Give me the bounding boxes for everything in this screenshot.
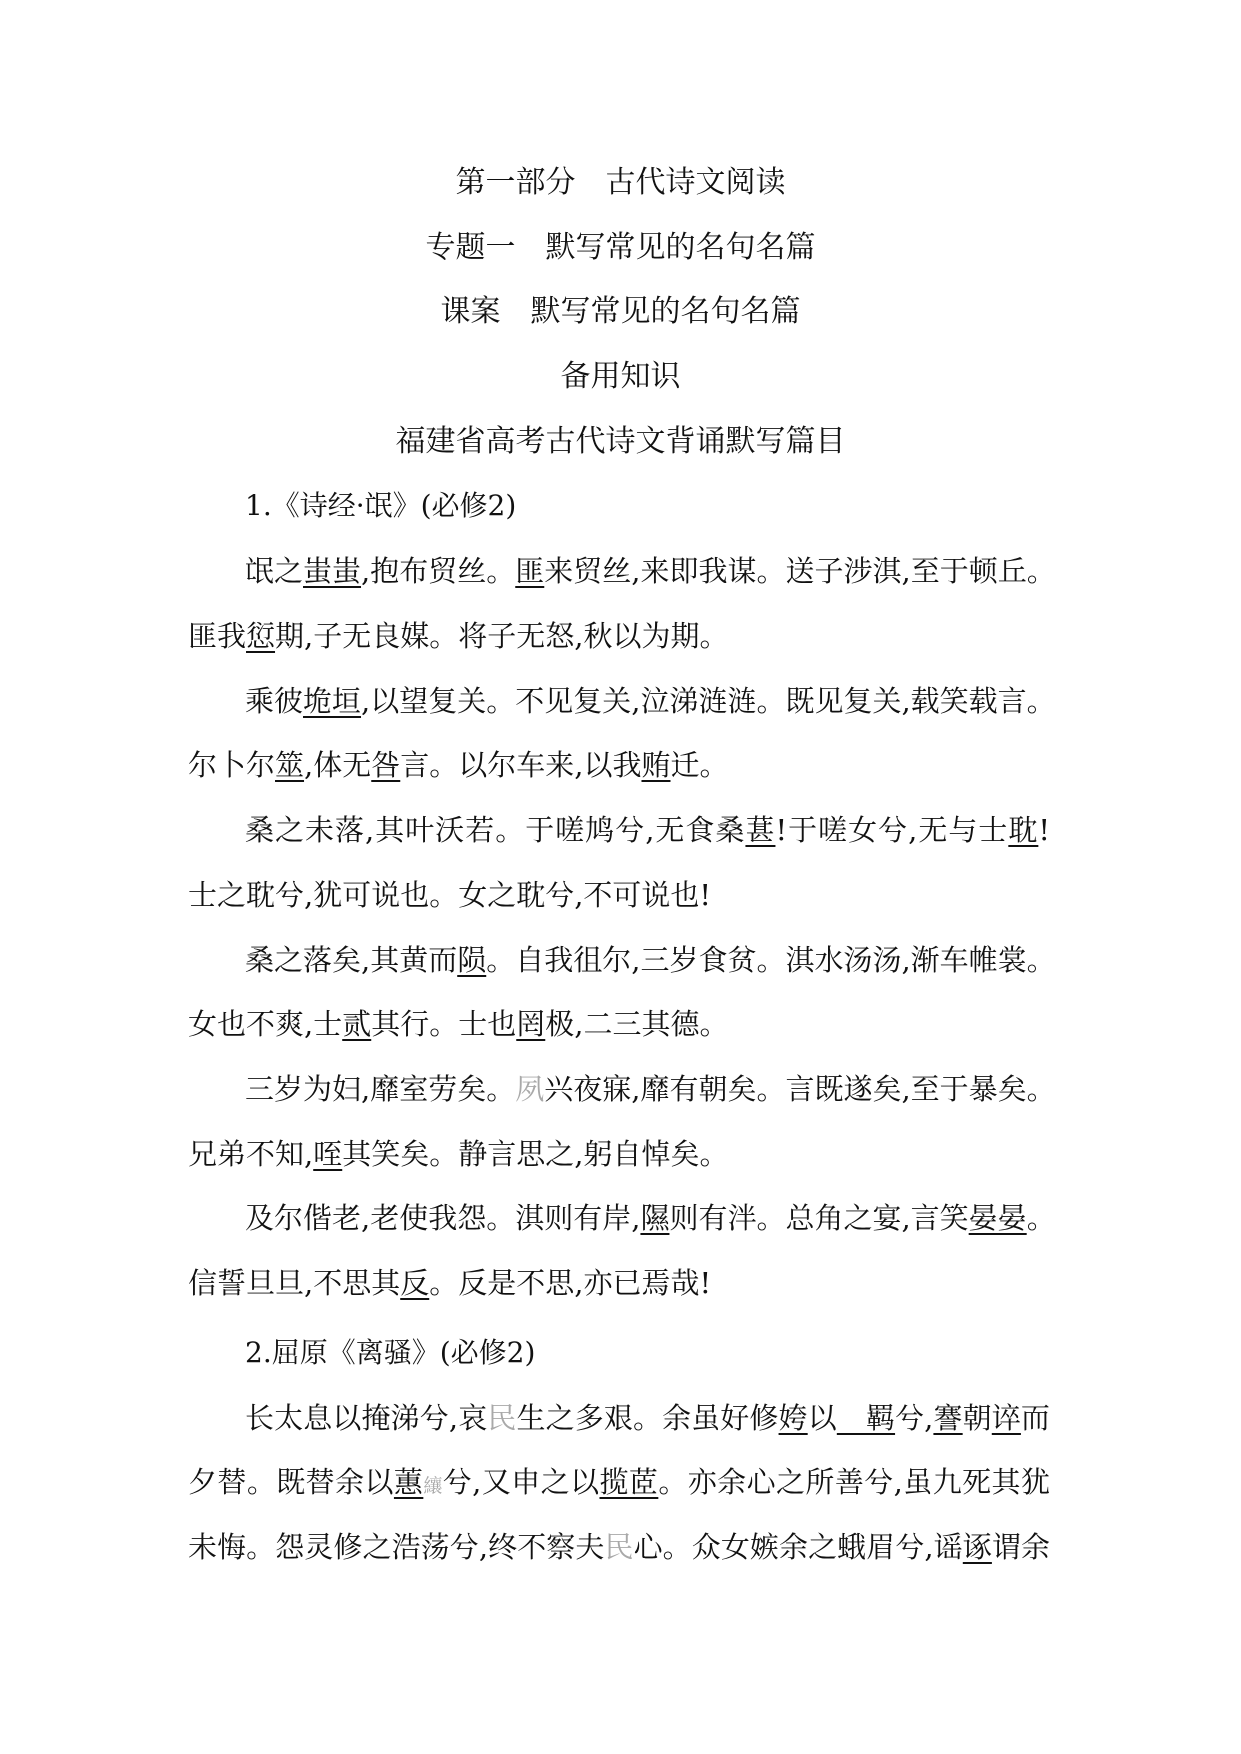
underlined-word: 晏晏: [968, 1201, 1027, 1235]
poem-line: [188, 1527, 1050, 1567]
text-run: ,体无: [304, 748, 372, 782]
poem-line: [188, 1462, 1050, 1506]
lesson-title: 课案 默写常见的名句名篇: [440, 294, 801, 329]
faint-character: 纕: [423, 1475, 443, 1497]
text-run: 匪我: [188, 619, 247, 653]
item-label: 1.《诗经·氓》(必修2): [245, 489, 517, 522]
text-run: 来贸丝,来即我谋。送子涉淇,至于顿丘。: [544, 554, 1056, 588]
part-title: 第一部分 古代诗文阅读: [455, 165, 786, 200]
text-run: 而: [1020, 1401, 1050, 1435]
text-run: 尔卜尔: [188, 748, 276, 782]
underlined-word: 揽茝: [599, 1465, 659, 1499]
underlined-word: 咎: [371, 748, 401, 782]
poem-line: [245, 1198, 1056, 1238]
poem-line: [188, 616, 728, 656]
poem-line: [245, 810, 1050, 850]
text-run: 。亦余心之所善兮,虽九死其犹: [658, 1465, 1050, 1499]
text-run: 兴夜寐,靡有朝矣。言既遂矣,至于暴矣。: [544, 1072, 1056, 1106]
faint-character: 夙: [515, 1072, 545, 1106]
section-title: 备用知识: [560, 359, 681, 394]
text-run: 信誓旦旦,不思其: [188, 1266, 401, 1300]
text-run: 氓之: [245, 554, 304, 588]
underlined-word: 贿: [641, 748, 671, 782]
text-run: 兄弟不知,: [188, 1137, 314, 1171]
underlined-word: 姱: [778, 1401, 808, 1435]
text-run: 。反是不思,亦已焉哉!: [429, 1266, 712, 1300]
text-run: 未悔。怨灵修之浩荡兮,终不察夫: [188, 1530, 605, 1564]
text-run: 极,二三其德。: [545, 1007, 729, 1041]
text-run: 兮,又申之以: [442, 1465, 600, 1499]
underlined-word: 羁: [836, 1401, 896, 1435]
poem-line: [245, 1398, 1050, 1438]
underlined-word: 匪: [515, 554, 545, 588]
text-run: 其行。士也: [371, 1007, 517, 1041]
underlined-word: 隰: [640, 1201, 670, 1235]
underlined-word: 筮: [275, 748, 305, 782]
text-run: ,以望复关。不见复关,泣涕涟涟。既见复关,载笑载言。: [361, 684, 1056, 718]
text-run: 谓余: [991, 1530, 1050, 1564]
underlined-word: 葚: [745, 813, 776, 847]
text-run: 言。以尔车来,以我: [400, 748, 642, 782]
text-run: 夕替。既替余以: [188, 1465, 394, 1499]
text-run: 。自我徂尔,三岁食贫。淇水汤汤,渐车帷裳。: [486, 943, 1056, 977]
poem-line: [188, 1263, 711, 1303]
underlined-word: 诼: [962, 1530, 992, 1564]
underlined-word: 反: [400, 1266, 430, 1300]
text-run: !: [1038, 813, 1050, 847]
text-run: 桑之落矣,其黄而: [245, 943, 458, 977]
text-run: 则有泮。总角之宴,言笑: [669, 1201, 969, 1235]
text-run: 乘彼: [245, 684, 304, 718]
poem-line: [188, 745, 729, 785]
poem-line: [188, 1004, 728, 1044]
subject-title: 福建省高考古代诗文背诵默写篇目: [395, 424, 846, 459]
underlined-word: 罔: [516, 1007, 546, 1041]
poem-line: [245, 940, 1056, 980]
text-run: 女也不爽,士: [188, 1007, 343, 1041]
underlined-word: 陨: [457, 943, 487, 977]
text-run: ,抱布贸丝。: [361, 554, 516, 588]
text-run: 以: [807, 1401, 837, 1435]
poem-line: [188, 1134, 728, 1174]
underlined-word: 咥: [313, 1137, 343, 1171]
underlined-word: 謇: [933, 1401, 963, 1435]
faint-character: 民: [487, 1401, 517, 1435]
text-run: 长太息以掩涕兮,哀: [245, 1401, 488, 1435]
faint-character: 民: [604, 1530, 634, 1564]
text-run: 期,子无良媒。将子无怒,秋以为期。: [275, 619, 729, 653]
text-run: 桑之未落,其叶沃若。于嗟鸠兮,无食桑: [245, 813, 746, 847]
underlined-word: 耽: [1008, 813, 1039, 847]
poem-line: [245, 551, 1056, 591]
poem-line: [188, 875, 711, 915]
underlined-word: 蕙: [393, 1465, 424, 1499]
underlined-word: 谇: [991, 1401, 1021, 1435]
topic-title: 专题一 默写常见的名句名篇: [425, 230, 816, 265]
text-run: 心。众女嫉余之蛾眉兮,谣: [633, 1530, 963, 1564]
text-run: 兮,: [895, 1401, 934, 1435]
text-run: 朝: [962, 1401, 992, 1435]
underlined-word: 蚩蚩: [303, 554, 362, 588]
item-label: 2.屈原《离骚》(必修2): [245, 1336, 536, 1369]
underlined-word: 垝垣: [303, 684, 362, 718]
text-run: 及尔偕老,老使我怨。淇则有岸,: [245, 1201, 641, 1235]
text-run: 其笑矣。静言思之,躬自悼矣。: [342, 1137, 729, 1171]
underlined-word: 愆: [246, 619, 276, 653]
text-run: !于嗟女兮,无与士: [775, 813, 1009, 847]
poem-line: [245, 1069, 1056, 1109]
text-run: 生之多艰。余虽好修: [516, 1401, 779, 1435]
text-run: 迁。: [670, 748, 729, 782]
text-run: 三岁为妇,靡室劳矣。: [245, 1072, 516, 1106]
text-run: 。: [1026, 1201, 1056, 1235]
underlined-word: 贰: [342, 1007, 372, 1041]
poem-line: [245, 681, 1056, 721]
text-run: 士之耽兮,犹可说也。女之耽兮,不可说也!: [188, 878, 712, 912]
